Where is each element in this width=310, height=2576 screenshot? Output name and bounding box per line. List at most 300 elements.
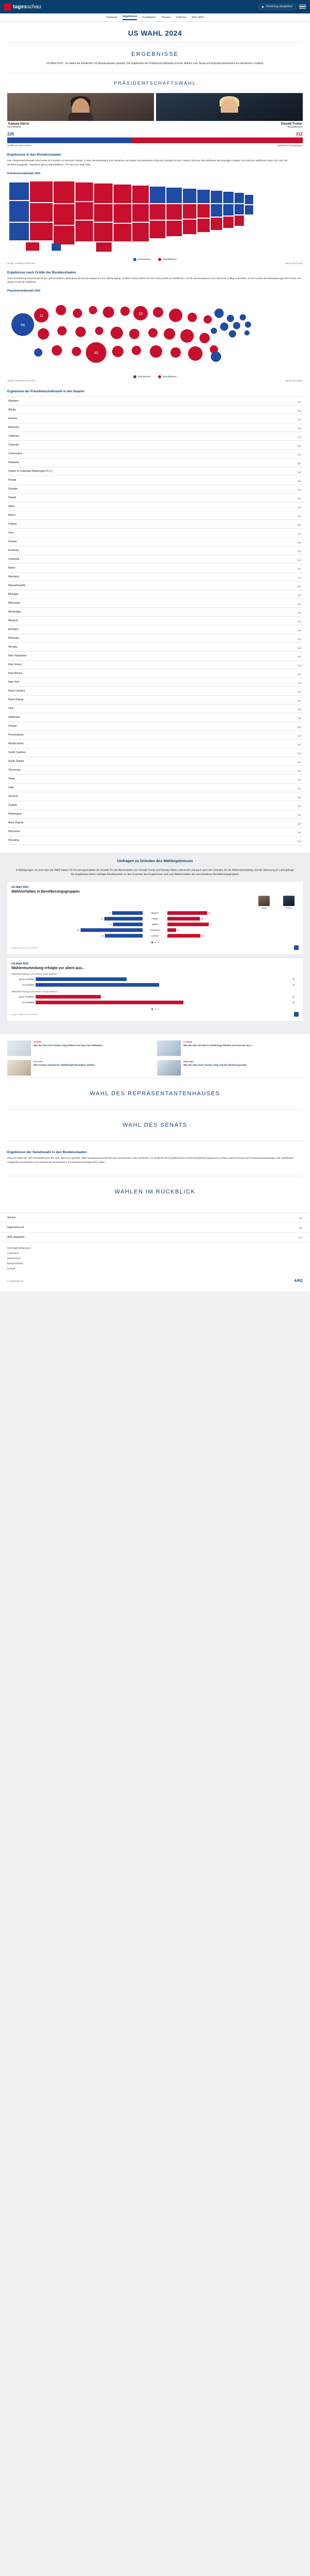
footer-link[interactable]: Datenschutz xyxy=(7,1256,21,1260)
copyright: © tagesschau.de xyxy=(7,1279,24,1282)
footer-link[interactable]: Barrierefreiheit xyxy=(7,1262,23,1265)
chevron-down-icon xyxy=(298,549,301,553)
map2-source: Quelle: AP/Edison/ABC/CNN xyxy=(7,379,35,382)
teaser-title: Wie Trumps und Harris' Wahlkampf-Strategien wirkten xyxy=(34,1064,95,1067)
chevron-down-icon xyxy=(298,663,301,667)
state-name: Minnesota xyxy=(8,602,21,605)
state-accordion-item[interactable] xyxy=(7,458,303,467)
state-name: Utah xyxy=(8,786,14,790)
article-thumb-report xyxy=(157,1060,181,1076)
state-name: Maine xyxy=(8,566,16,570)
chevron-down-icon xyxy=(298,733,301,737)
chevron-down-icon xyxy=(298,584,301,588)
carousel-dots[interactable] xyxy=(11,939,299,943)
state-name: South Carolina xyxy=(8,751,26,755)
group-label: Weiße xyxy=(151,923,159,926)
chevron-down-icon xyxy=(298,540,301,544)
article-thumb-analysis xyxy=(7,1040,31,1056)
senate-title: WAHL DES SENATS xyxy=(122,1122,188,1129)
group-bar-row xyxy=(11,933,299,939)
state-name: Idaho xyxy=(8,505,15,509)
share-icon[interactable] xyxy=(294,1012,299,1017)
state-accordion-item[interactable] xyxy=(7,713,303,722)
chevron-down-icon xyxy=(299,1216,302,1219)
nav-item-4[interactable]: Zeitreise xyxy=(176,16,187,19)
state-name: Ohio xyxy=(8,707,14,711)
motivation-row xyxy=(11,976,299,982)
chevron-down-icon xyxy=(298,672,301,676)
teaser-tag: Interview xyxy=(34,1060,43,1063)
value-dem: 86 xyxy=(77,929,80,932)
motivation-rows-harris xyxy=(11,976,299,988)
logo-square-icon xyxy=(4,4,11,10)
group-bar-row xyxy=(11,916,299,922)
surveys-section xyxy=(0,852,310,1034)
chevron-down-icon xyxy=(298,400,301,403)
chevron-down-icon xyxy=(298,505,301,509)
state-accordion-item[interactable] xyxy=(7,643,303,652)
card-kicker: US-Wahl 2024 xyxy=(11,886,28,890)
chevron-down-icon xyxy=(298,628,301,632)
row-value: 30 xyxy=(292,995,295,999)
state-accordion-item[interactable] xyxy=(7,573,303,581)
play-icon: ▶ xyxy=(261,5,265,9)
group-bars xyxy=(11,910,299,939)
surveys-intro: In Befragungen vor und nach der Wahl haben US-Forschungsinstitute die Gründe für das Abschneiden von Donald Trump und Kamala Harris untersucht und auch nach den Gründen für die Wahlentscheidung und die Stimmung im Land gefragt. Die Ergebnisse liefern wichtige Anhaltspunkte zu den Ursachen des Ergebnisses und zum Wahlverhalten der verschiedenen Bevölkerungsgruppen. xyxy=(16,869,295,877)
state-name: New Jersey xyxy=(8,663,22,667)
value-dem: 52 xyxy=(101,934,104,938)
group-label: Schwarze xyxy=(150,929,160,932)
footer xyxy=(0,1213,310,1291)
state-name: Alaska xyxy=(8,408,17,412)
chevron-down-icon xyxy=(298,830,301,834)
state-accordion-item[interactable] xyxy=(7,546,303,555)
state-name: Delaware xyxy=(8,461,20,465)
page-title: US WAHL 2024 xyxy=(128,29,182,37)
section-label-1: Wahlentscheidung zum meisten Harris-Wählern xyxy=(11,973,57,976)
chevron-down-icon xyxy=(298,523,301,526)
chevron-down-icon xyxy=(299,1225,302,1229)
chevron-down-icon xyxy=(298,496,301,500)
elector-count-dem: 226 xyxy=(7,132,14,136)
state-accordion-item[interactable] xyxy=(7,520,303,529)
state-accordion-item[interactable] xyxy=(7,740,303,748)
state-accordion-item[interactable] xyxy=(7,397,303,406)
map1-legend xyxy=(0,255,310,261)
survey-card-groups xyxy=(7,882,303,954)
legend-dem: Wahlleute Demokraten xyxy=(7,144,32,147)
chevron-down-icon xyxy=(298,566,301,570)
state-name: Nebraska xyxy=(8,637,20,640)
state-accordion-item[interactable] xyxy=(7,494,303,502)
chevron-down-icon xyxy=(298,531,301,535)
chevron-down-icon xyxy=(298,795,301,799)
harris-portrait xyxy=(7,93,154,121)
state-name: Tennessee xyxy=(8,769,21,772)
state-name: Wisconsin xyxy=(8,830,20,834)
value-rep: 57 xyxy=(209,923,212,926)
motivation-row xyxy=(11,982,299,988)
chevron-down-icon xyxy=(298,452,301,456)
state-accordion-item[interactable] xyxy=(7,581,303,590)
state-name: California xyxy=(8,435,20,438)
map1-header xyxy=(0,147,310,167)
carousel-dots[interactable] xyxy=(11,1005,299,1010)
state-name: Illinois xyxy=(8,514,16,517)
teaser-grid xyxy=(0,1034,310,1078)
row-label: gegen Kandidat xyxy=(19,978,34,981)
state-accordion-item[interactable] xyxy=(7,766,303,775)
teaser-card[interactable] xyxy=(157,1040,303,1056)
hamburger-icon[interactable] xyxy=(299,5,306,9)
state-accordion-item[interactable] xyxy=(7,415,303,423)
state-accordion-item[interactable] xyxy=(7,827,303,836)
top-bar xyxy=(0,0,310,13)
state-name: Michigan xyxy=(8,593,19,596)
chevron-down-icon xyxy=(298,698,301,702)
main-nav xyxy=(0,13,310,22)
footer-links xyxy=(0,1243,310,1274)
state-accordion-item[interactable] xyxy=(7,485,303,494)
group-label: Frauen xyxy=(151,917,159,921)
article-thumb-interview xyxy=(7,1060,31,1076)
us-bubble-map[interactable] xyxy=(5,295,305,372)
site-logo[interactable] xyxy=(4,4,41,10)
state-accordion-item[interactable] xyxy=(7,406,303,415)
elector-bar xyxy=(7,137,303,143)
state-accordion-item[interactable] xyxy=(7,555,303,564)
card-title: Wahlentscheidung erfolgte vor allem aus... xyxy=(11,967,85,971)
value-rep: 55 xyxy=(208,912,211,915)
chevron-down-icon xyxy=(298,689,301,693)
chevron-down-icon xyxy=(298,804,301,807)
state-name: Wyoming xyxy=(8,839,19,842)
state-accordion-item[interactable] xyxy=(7,687,303,696)
state-accordion-item[interactable] xyxy=(7,590,303,599)
state-name: Montana xyxy=(8,628,19,632)
chevron-down-icon xyxy=(298,593,301,596)
chevron-down-icon xyxy=(298,839,301,842)
chevron-down-icon xyxy=(298,602,301,605)
state-name: Rhode Island xyxy=(8,742,24,746)
state-name: Florida xyxy=(8,479,17,482)
state-accordion-item[interactable] xyxy=(7,608,303,617)
mini-trump: Trump xyxy=(282,896,296,909)
group-label: Männer xyxy=(151,912,159,915)
state-accordion-item[interactable] xyxy=(7,467,303,476)
state-name: Louisiana xyxy=(8,558,20,561)
row-label: gegen Kandidat xyxy=(19,995,34,999)
state-name: Pennsylvania xyxy=(8,733,24,737)
teaser-tag: Liveblog xyxy=(183,1040,192,1044)
state-accordion-item[interactable] xyxy=(7,784,303,792)
card-source: Quelle: Edison Research/NEP xyxy=(11,1013,38,1016)
state-name: New York xyxy=(8,681,20,684)
elector-count-rep: 312 xyxy=(296,132,303,136)
article-thumb-liveblog xyxy=(157,1040,181,1056)
chevron-down-icon xyxy=(298,769,301,772)
motivation-row xyxy=(11,994,299,1000)
teaser-tag: Analyse xyxy=(34,1040,42,1044)
svg-text:10: 10 xyxy=(138,312,143,316)
share-icon[interactable] xyxy=(294,945,299,950)
teaser-title: Wie die USA auf Harris' Niederlage blicken und was sie nun... xyxy=(183,1044,253,1047)
state-accordion-item[interactable] xyxy=(7,748,303,757)
state-accordion-item[interactable] xyxy=(7,634,303,643)
state-name: Vermont xyxy=(8,795,18,799)
state-accordion-item[interactable] xyxy=(7,502,303,511)
chevron-down-icon xyxy=(298,707,301,711)
state-accordion-item[interactable] xyxy=(7,696,303,704)
chevron-down-icon xyxy=(298,443,301,447)
candidate-name: Donald Trump xyxy=(281,122,302,126)
motivation-rows-trump xyxy=(11,994,299,1005)
state-accordion-item[interactable] xyxy=(7,836,303,845)
nav-item-5[interactable]: Mehr ARD xyxy=(191,16,204,19)
chevron-down-icon xyxy=(298,751,301,755)
state-name: Colorado xyxy=(8,443,19,447)
footer-section-ard[interactable]: ARD-Angebote xyxy=(0,1233,310,1243)
chevron-down-icon xyxy=(298,786,301,790)
chevron-down-icon xyxy=(298,470,301,473)
value-rep: 12 xyxy=(177,929,180,932)
teaser-card[interactable] xyxy=(7,1060,153,1076)
chevron-down-icon xyxy=(298,435,301,438)
state-accordion-item[interactable] xyxy=(7,617,303,625)
state-name: Hawaii xyxy=(8,496,17,500)
state-accordion-item[interactable] xyxy=(7,731,303,740)
chevron-down-icon xyxy=(298,426,301,430)
nav-item-1[interactable]: Ergebnisse xyxy=(122,15,137,20)
candidate-trump xyxy=(156,93,303,129)
state-name: Indiana xyxy=(8,523,17,526)
state-accordion-item[interactable] xyxy=(7,704,303,713)
results-intro: US-Wahl 2024 - So haben die knistlichen US-Bundesstaaten gewählt. Die Ergebnisse der Präsidentschaftswahl und der Wahlen zum Senat und Repräsentantenhaus im interaktiven Liveblick. xyxy=(46,62,264,65)
footer-section-tagesschau[interactable]: tagesschau.de xyxy=(0,1223,310,1233)
chevron-down-icon xyxy=(298,725,301,728)
state-name: Connecticut xyxy=(8,452,22,456)
chevron-down-icon xyxy=(298,417,301,421)
value-dem: 42 xyxy=(109,912,112,915)
state-name: Texas xyxy=(8,777,16,781)
value-dem: 53 xyxy=(101,917,103,921)
senate-text: Etwa ein Drittel der 100 Senatssitze wird alle zwei Jahre neu gewählt. Jeder Bundesstaat entsendet zwei Senatorinnen oder Senatoren. Im Senat hat die Republikanische Partei die Mehrheit gewonnen und kann damit Gesetze und Personalentscheidungen des Präsidenten maßgeblich beeinflussen. Die Amtszeit der Senatorinnen und Senatoren beträgt sechs Jahre. xyxy=(7,1157,294,1163)
footer-link[interactable]: Kontakt xyxy=(7,1267,16,1270)
nav-item-2[interactable]: Kandidaten xyxy=(142,16,156,19)
state-accordion-item[interactable] xyxy=(7,801,303,810)
state-name: Mississippi xyxy=(8,610,21,614)
legend-rep: Wahlleute Republikaner xyxy=(277,144,303,147)
group-bar-row xyxy=(11,927,299,933)
map1-text: Das Präsidentschaftswahl entscheidet sich letztlich an Electoral College: In allen Bundesstaaten (mit Ausnahme von Maine und Nebraska) erhält der Kandidat mit den meisten Stimmen alle Wahlleute des jeweiligen Staates. Die Zahl der Wahlleute richtet sich nach der Bevölkerungsgröße. Insgesamt gibt es 538 Wahlleute, 270 sind zum Sieg nötig. xyxy=(7,159,288,166)
map1-date: Stand: 06.11.2024 xyxy=(285,262,303,265)
teaser-card[interactable] xyxy=(157,1060,303,1076)
chevron-down-icon xyxy=(298,479,301,482)
chevron-down-icon xyxy=(298,742,301,746)
chevron-down-icon xyxy=(298,408,301,412)
state-accordion-item[interactable] xyxy=(7,810,303,819)
chevron-down-icon xyxy=(298,681,301,684)
chevron-down-icon xyxy=(298,821,301,825)
svg-text:40: 40 xyxy=(94,351,98,356)
presidential-title: PRÄSIDENTSCHAFTSWAHL xyxy=(114,81,196,86)
survey-card-motivation xyxy=(7,958,303,1021)
state-accordion-item[interactable] xyxy=(7,661,303,669)
group-bar-row xyxy=(11,910,299,916)
group-label: Latinos xyxy=(151,934,159,938)
legend-item-dem: Demokraten xyxy=(133,258,151,261)
elector-bar-section xyxy=(0,129,310,147)
candidate-party: Republikaner xyxy=(287,126,303,129)
map2-header xyxy=(0,265,310,285)
state-accordion-item[interactable] xyxy=(7,529,303,538)
state-name: Washington xyxy=(8,812,22,816)
state-accordion-item[interactable] xyxy=(7,652,303,661)
state-name: New Mexico xyxy=(8,672,23,676)
footer-link[interactable]: Impressum xyxy=(7,1251,19,1254)
state-accordion-item[interactable] xyxy=(7,441,303,450)
state-name: Maryland xyxy=(8,575,19,579)
state-name: Arizona xyxy=(8,417,17,421)
value-dem: 41 xyxy=(110,923,112,926)
row-value: 57 xyxy=(292,984,295,987)
chevron-down-icon xyxy=(298,514,301,517)
legend-item-rep: Republikaner xyxy=(158,375,177,378)
chevron-down-icon xyxy=(298,654,301,658)
row-label: für Kandidat xyxy=(22,984,34,987)
play-label: Sendung abspielen xyxy=(266,5,292,8)
brand-bold: tages xyxy=(13,4,27,10)
nav-item-0[interactable]: Startseite xyxy=(106,16,118,19)
state-name: Kentucky xyxy=(8,549,19,553)
surveys-title: Umfragen zu Gründen des Wahlergebnisses xyxy=(117,860,193,864)
us-choropleth-map[interactable] xyxy=(5,177,305,255)
state-accordion-item[interactable] xyxy=(7,511,303,520)
state-accordion-item[interactable] xyxy=(7,538,303,546)
teaser-title: Wie die USA auf Trumps Sieg blicken und was nun weltweite... xyxy=(34,1044,104,1047)
map1-heading: Ergebnisse in den Bundesstaaten xyxy=(7,153,61,157)
state-name: South Dakota xyxy=(8,760,24,763)
map2-legend xyxy=(0,372,310,378)
trump-portrait xyxy=(156,93,303,121)
card-title: Wahlverhalten in Bevölkerungsgruppen xyxy=(11,890,80,894)
chevron-down-icon xyxy=(298,610,301,614)
candidate-harris xyxy=(7,93,154,129)
row-label: für Kandidat xyxy=(22,1001,34,1004)
section-label-2: Wahlentscheidung zum meisten Trump-Wählern xyxy=(11,990,58,993)
chevron-down-icon xyxy=(298,619,301,623)
state-accordion-item[interactable] xyxy=(7,564,303,573)
brand-light: schau xyxy=(27,4,41,10)
state-accordion-item[interactable] xyxy=(7,476,303,485)
state-accordion-item[interactable] xyxy=(7,678,303,687)
state-name: Kansas xyxy=(8,540,17,544)
card-source: Quelle: Edison Research/NEP xyxy=(11,946,38,949)
chevron-down-icon xyxy=(299,1235,302,1239)
value-rep: 46 xyxy=(202,934,204,938)
chevron-down-icon xyxy=(298,646,301,649)
state-accordion-item[interactable] xyxy=(7,819,303,827)
state-accordion-item[interactable] xyxy=(7,757,303,766)
chevron-down-icon xyxy=(298,558,301,561)
state-name: Oklahoma xyxy=(8,716,20,719)
state-name: Nevada xyxy=(8,646,18,649)
chevron-down-icon xyxy=(298,812,301,816)
states-accordion xyxy=(7,396,303,845)
chevron-down-icon xyxy=(298,575,301,579)
footer-link[interactable]: Nutzungsbedingungen xyxy=(7,1246,31,1249)
teaser-tag: Reportage xyxy=(183,1060,194,1063)
state-name: North Dakota xyxy=(8,698,24,702)
map2-date: Stand: 06.11.2024 xyxy=(285,379,303,382)
nav-item-3[interactable]: Themen xyxy=(161,16,171,19)
state-accordion-item[interactable] xyxy=(7,625,303,634)
state-accordion-item[interactable] xyxy=(7,450,303,458)
state-name: North Carolina xyxy=(8,689,25,693)
chevron-down-icon xyxy=(298,777,301,781)
teaser-title: Wie die USA nach Trumps Sieg und die Stimmung prägt xyxy=(183,1064,246,1067)
motivation-row xyxy=(11,1000,299,1005)
svg-text:54: 54 xyxy=(21,324,25,328)
candidate-party: Demokraten xyxy=(7,126,22,129)
state-name: Arkansas xyxy=(8,426,19,430)
state-accordion-item[interactable] xyxy=(7,775,303,784)
state-accordion-item[interactable] xyxy=(7,792,303,801)
chevron-down-icon xyxy=(298,760,301,763)
state-name: Oregon xyxy=(8,725,17,728)
play-broadcast-button[interactable] xyxy=(258,4,296,10)
chevron-down-icon xyxy=(298,487,301,491)
house-title: WAHL DES REPRÄSENTANTENHAUSES xyxy=(89,1091,221,1097)
legend-item-dem: Demokraten xyxy=(133,375,151,378)
state-accordion-item[interactable] xyxy=(7,669,303,678)
chevron-down-icon xyxy=(298,716,301,719)
state-accordion-item[interactable] xyxy=(7,599,303,608)
map1-label: Präsidentschaftswahl 2024 xyxy=(7,172,40,175)
states-accordion-title: Ergebnisse der Präsidentschaftswahl in den Staaten xyxy=(7,390,85,394)
state-name: West Virginia xyxy=(8,821,24,825)
candidate-row xyxy=(0,91,310,129)
candidate-name: Kamala Harris xyxy=(8,122,29,126)
teaser-card[interactable] xyxy=(7,1040,153,1056)
svg-text:11: 11 xyxy=(39,314,43,318)
state-name: Iowa xyxy=(8,531,14,535)
state-name: Virginia xyxy=(8,804,17,807)
chevron-down-icon xyxy=(298,461,301,465)
mini-harris: Harris xyxy=(257,896,271,909)
value-rep: 45 xyxy=(201,917,204,921)
retro-title: WAHLEN IM RÜCKBLICK xyxy=(114,1188,196,1195)
chevron-down-icon xyxy=(298,637,301,640)
state-name: Georgia xyxy=(8,487,18,491)
state-accordion-item[interactable] xyxy=(7,432,303,441)
map2-heading: Ergebnisse nach Größe der Bundesstaaten xyxy=(7,270,76,274)
ard-logo: ARD xyxy=(294,1279,303,1283)
state-accordion-item[interactable] xyxy=(7,423,303,432)
row-value: 68 xyxy=(292,1001,295,1004)
footer-section-service[interactable]: Service xyxy=(0,1213,310,1223)
state-name: Massachusetts xyxy=(8,584,26,588)
legend-item-rep: Republikaner xyxy=(158,258,177,261)
senate-header xyxy=(0,1141,310,1164)
state-accordion-item[interactable] xyxy=(7,722,303,731)
card-kicker: US-Wahl 2024 xyxy=(11,962,28,966)
state-name: District of Columbia (Washington D.C.) xyxy=(8,470,53,473)
senate-heading: Ergebnisse der Senatswahl in den Bundesstaaten xyxy=(7,1151,87,1155)
results-title: ERGEBNISSE xyxy=(131,51,179,57)
map2-text: Diese Darstellung veranschaulicht die unterschiedliche Bedeutung der Bundesstaaten für den Wahlausgang: Größere Kreise stehen für eine höhere Zahl von Wahlleuten. Da die Bundesstaaten in der Electoral-College entsenden, in den meisten Bundesstaaten gilt das Prinzip: Der Sieger erhält alle Wahlleute. xyxy=(7,277,301,284)
state-name: Missouri xyxy=(8,619,18,623)
